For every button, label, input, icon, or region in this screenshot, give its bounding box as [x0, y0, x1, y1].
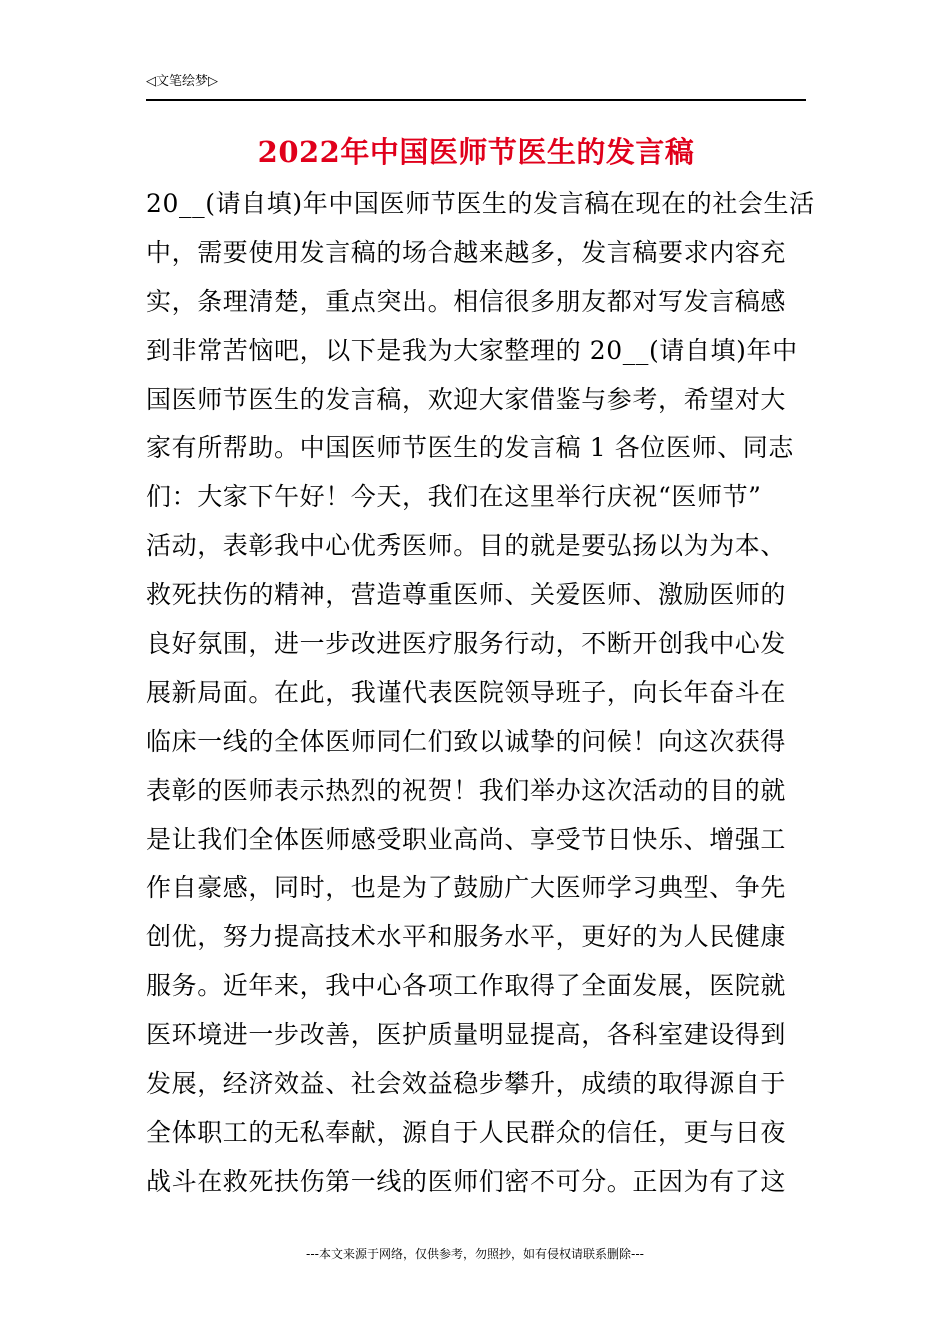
body-line: 中，需要使用发言稿的场合越来越多，发言稿要求内容充	[146, 237, 787, 267]
body-line: 是让我们全体医师感受职业高尚、享受节日快乐、增强工	[146, 824, 787, 854]
body-line: 医环境进一步改善，医护质量明显提高，各科室建设得到	[146, 1020, 787, 1050]
body-line: 到非常苦恼吧，以下是我为大家整理的 20__(请自填)年中	[146, 335, 798, 365]
header-label: ◁文笔绘梦▷	[146, 74, 218, 89]
body-line: 战斗在救死扶伤第一线的医师们密不可分。正因为有了这	[146, 1166, 787, 1196]
body-line: 展新局面。在此，我谨代表医院领导班子，向长年奋斗在	[146, 677, 787, 707]
body-line: 服务。近年来，我中心各项工作取得了全面发展，医院就	[146, 971, 787, 1001]
body-line: 创优，努力提高技术水平和服务水平，更好的为人民健康	[146, 922, 787, 952]
body-line: 家有所帮助。中国医师节医生的发言稿 1 各位医师、同志	[146, 433, 795, 463]
body-line: 良好氛围，进一步改进医疗服务行动，不断开创我中心发	[146, 629, 787, 659]
body-line: 20__(请自填)年中国医师节医生的发言稿在现在的社会生活	[146, 189, 815, 218]
body-line: 实，条理清楚，重点突出。相信很多朋友都对写发言稿感	[146, 286, 787, 316]
body-line: 救死扶伤的精神，营造尊重医师、关爱医师、激励医师的	[146, 580, 787, 610]
page-footer: ---本文来源于网络，仅供参考，勿照抄，如有侵权请联系删除---	[306, 1247, 644, 1261]
body-line: 们：大家下午好！今天，我们在这里举行庆祝“医师节”	[146, 482, 762, 512]
body-line: 国医师节医生的发言稿，欢迎大家借鉴与参考，希望对大	[146, 384, 787, 414]
body-line: 临床一线的全体医师同仁们致以诚挚的问候！向这次获得	[146, 726, 787, 756]
body-line: 作自豪感，同时，也是为了鼓励广大医师学习典型、争先	[146, 873, 787, 903]
body-line: 活动，表彰我中心优秀医师。目的就是要弘扬以为为本、	[146, 531, 787, 561]
page-header	[146, 72, 806, 101]
body-line: 发展，经济效益、社会效益稳步攀升，成绩的取得源自于	[146, 1069, 787, 1099]
body-line: 表彰的医师表示热烈的祝贺！我们举办这次活动的目的就	[146, 775, 787, 805]
document-body	[146, 180, 815, 1207]
document-title: 2022年中国医师节医生的发言稿	[257, 135, 695, 169]
body-line: 全体职工的无私奉献，源自于人民群众的信任，更与日夜	[146, 1117, 787, 1147]
